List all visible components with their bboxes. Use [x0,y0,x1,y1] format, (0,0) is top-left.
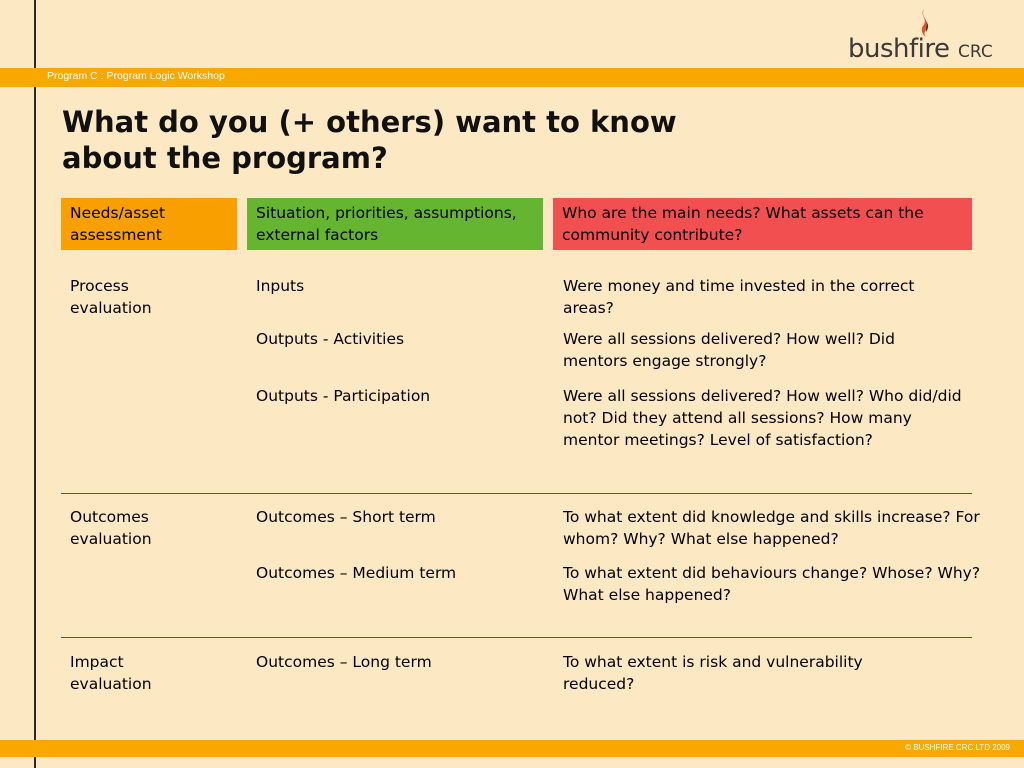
bushfire-crc-logo [848,6,1008,66]
stage-inputs: Inputs [256,277,305,295]
stage-long-term: Outcomes – Long term [256,653,432,671]
header-cell-situation: Situation, priorities, assumptions, external factors [247,198,543,250]
left-divider-line [34,0,36,768]
stage-outputs-participation: Outputs - Participation [256,387,431,405]
workshop-label: Program C : Program Logic Workshop [47,70,225,82]
page-title [62,104,762,176]
question-short-term: To what extent did knowledge and skills increase? For whom? Why? What else happened? [563,508,980,548]
title-line-2: about the program? [62,141,388,175]
logo-suffix: CRC [958,42,993,62]
title-line-1: What do you (+ others) want to know [62,105,677,139]
bottom-banner [0,740,1024,757]
section-divider [61,637,972,638]
section-label-outcomes: Outcomes evaluation [70,508,152,548]
question-outputs-participation: Were all sessions delivered? How well? Who did/did not? Did they attend all sessions? How many mentor meetings? Level of satisfaction? [563,387,962,449]
question-long-term: To what extent is risk and vulnerability reduced? [563,653,863,693]
section-label-process: Process evaluation [70,277,152,317]
section-divider [61,493,972,494]
copyright-text: © BUSHFIRE CRC LTD 2009 [905,743,1010,752]
question-medium-term: To what extent did behaviours change? Whose? Why? What else happened? [563,564,981,604]
header-cell-question: Who are the main needs? What assets can the community contribute? [553,198,972,250]
stage-short-term: Outcomes – Short term [256,508,436,526]
stage-medium-term: Outcomes – Medium term [256,564,457,582]
question-outputs-activities: Were all sessions delivered? How well? Did mentors engage strongly? [563,330,895,370]
question-inputs: Were money and time invested in the correct areas? [563,277,915,317]
header-cell-needs: Needs/asset assessment [61,198,237,250]
stage-outputs-activities: Outputs - Activities [256,330,405,348]
logo-word: bushfire [848,34,950,64]
section-label-impact: Impact evaluation [70,653,152,693]
